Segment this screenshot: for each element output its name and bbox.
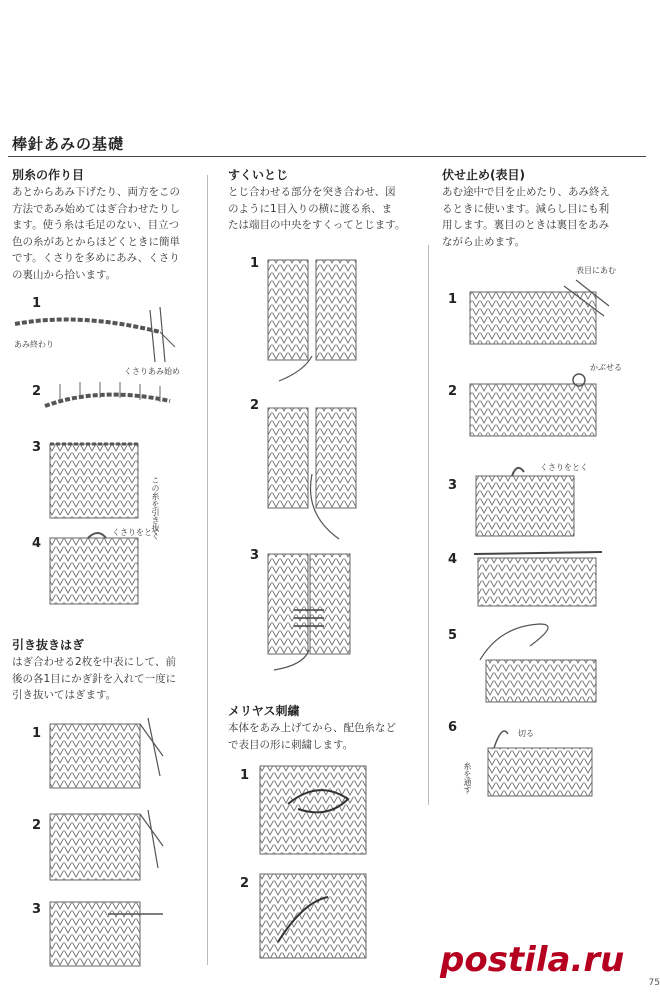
bind-off-title: 伏せ止め(表目) xyxy=(442,168,525,182)
bind-off-step-3: 3 xyxy=(448,478,458,493)
note-knit: 表目にあむ xyxy=(576,266,616,275)
page-title: 棒針あみの基礎 xyxy=(12,135,125,153)
note-end: あみ終わり xyxy=(14,340,54,349)
mattress-step-3: 3 xyxy=(250,548,260,563)
mattress-body: とじ合わせる部分を突き合わせ、図 のように1目入りの横に渡る糸、ま たは端目の中央をすくってとじます。 xyxy=(228,186,406,231)
note-pull-thread: この糸を引き抜く xyxy=(151,476,160,540)
duplicate-step-1: 1 xyxy=(240,768,250,783)
bind-off-step-6: 6 xyxy=(448,720,458,735)
slip-join-step-2: 2 xyxy=(32,818,42,833)
mattress-figure-1 xyxy=(264,256,364,386)
mattress-figure-2 xyxy=(264,404,364,544)
bind-off-figure-2 xyxy=(464,368,614,440)
bind-off-step-4: 4 xyxy=(448,552,458,567)
note-undo-chain: くさりをとく xyxy=(112,528,160,537)
note-cut: 切る xyxy=(518,729,534,738)
bind-off-figure-4 xyxy=(474,548,604,610)
duplicate-body: 本体をあみ上げてから、配色糸など で表目の形に刺繍します。 xyxy=(228,722,396,751)
cast-on-figure-1 xyxy=(10,302,180,372)
cast-on-step-2: 2 xyxy=(32,384,42,399)
title-rule xyxy=(8,156,646,157)
column-divider-1 xyxy=(207,175,208,965)
cast-on-body: あとからあみ下げたり、両方をこの 方法であみ始めてはぎ合わせたりし ます。使う糸は毛足のない、目立つ 色の糸があとからほどくときに簡単 です。くさりを多めにあみ、くさり の裏山から拾います。 xyxy=(12,186,180,281)
duplicate-figure-2 xyxy=(258,872,370,962)
cast-on-step-1: 1 xyxy=(32,296,42,311)
mattress-step-2: 2 xyxy=(250,398,260,413)
slip-join-figure-2 xyxy=(48,806,168,884)
bind-off-figure-5 xyxy=(470,616,600,706)
bind-off-figure-1 xyxy=(464,276,614,348)
duplicate-figure-1 xyxy=(258,764,370,858)
slip-join-figure-3 xyxy=(48,894,168,970)
mattress-title: すくいとじ xyxy=(228,168,289,182)
cast-on-figure-4 xyxy=(48,530,144,608)
cast-on-title: 別糸の作り目 xyxy=(12,168,85,182)
note-chain-start: くさりあみ始め xyxy=(124,367,180,376)
bind-off-figure-6 xyxy=(480,718,598,800)
bind-off-step-1: 1 xyxy=(448,292,458,307)
cast-on-step-3: 3 xyxy=(32,440,42,455)
cast-on-figure-3 xyxy=(48,436,144,522)
slip-join-body: はぎ合わせる2枚を中表にして、前 後の各1目にかぎ針を入れて一度に 引き抜いてはぎます。 xyxy=(12,656,177,701)
bind-off-step-2: 2 xyxy=(448,384,458,399)
bind-off-body: あむ途中で目を止めたり、あみ終え るときに使います。減らし目にも利 用します。裏目のときは裏目をあみ ながら止めます。 xyxy=(442,186,610,248)
note-pull-thread-2: 糸を通す xyxy=(463,762,472,794)
slip-join-figure-1 xyxy=(48,716,168,792)
bind-off-step-5: 5 xyxy=(448,628,458,643)
mattress-step-1: 1 xyxy=(250,256,260,271)
cast-on-step-4: 4 xyxy=(32,536,42,551)
note-undo-chain-2: くさりをとく xyxy=(540,463,588,472)
column-divider-2 xyxy=(428,245,429,805)
duplicate-title: メリヤス刺繍 xyxy=(228,704,300,718)
duplicate-step-2: 2 xyxy=(240,876,250,891)
mattress-figure-3 xyxy=(264,550,364,680)
cast-on-figure-2 xyxy=(40,376,180,421)
slip-join-step-1: 1 xyxy=(32,726,42,741)
slip-join-title: 引き抜きはぎ xyxy=(12,638,85,652)
page-number: 75 xyxy=(648,978,660,988)
slip-join-step-3: 3 xyxy=(32,902,42,917)
watermark: postila.ru xyxy=(440,940,625,980)
note-cover: かぶせる xyxy=(590,363,622,372)
